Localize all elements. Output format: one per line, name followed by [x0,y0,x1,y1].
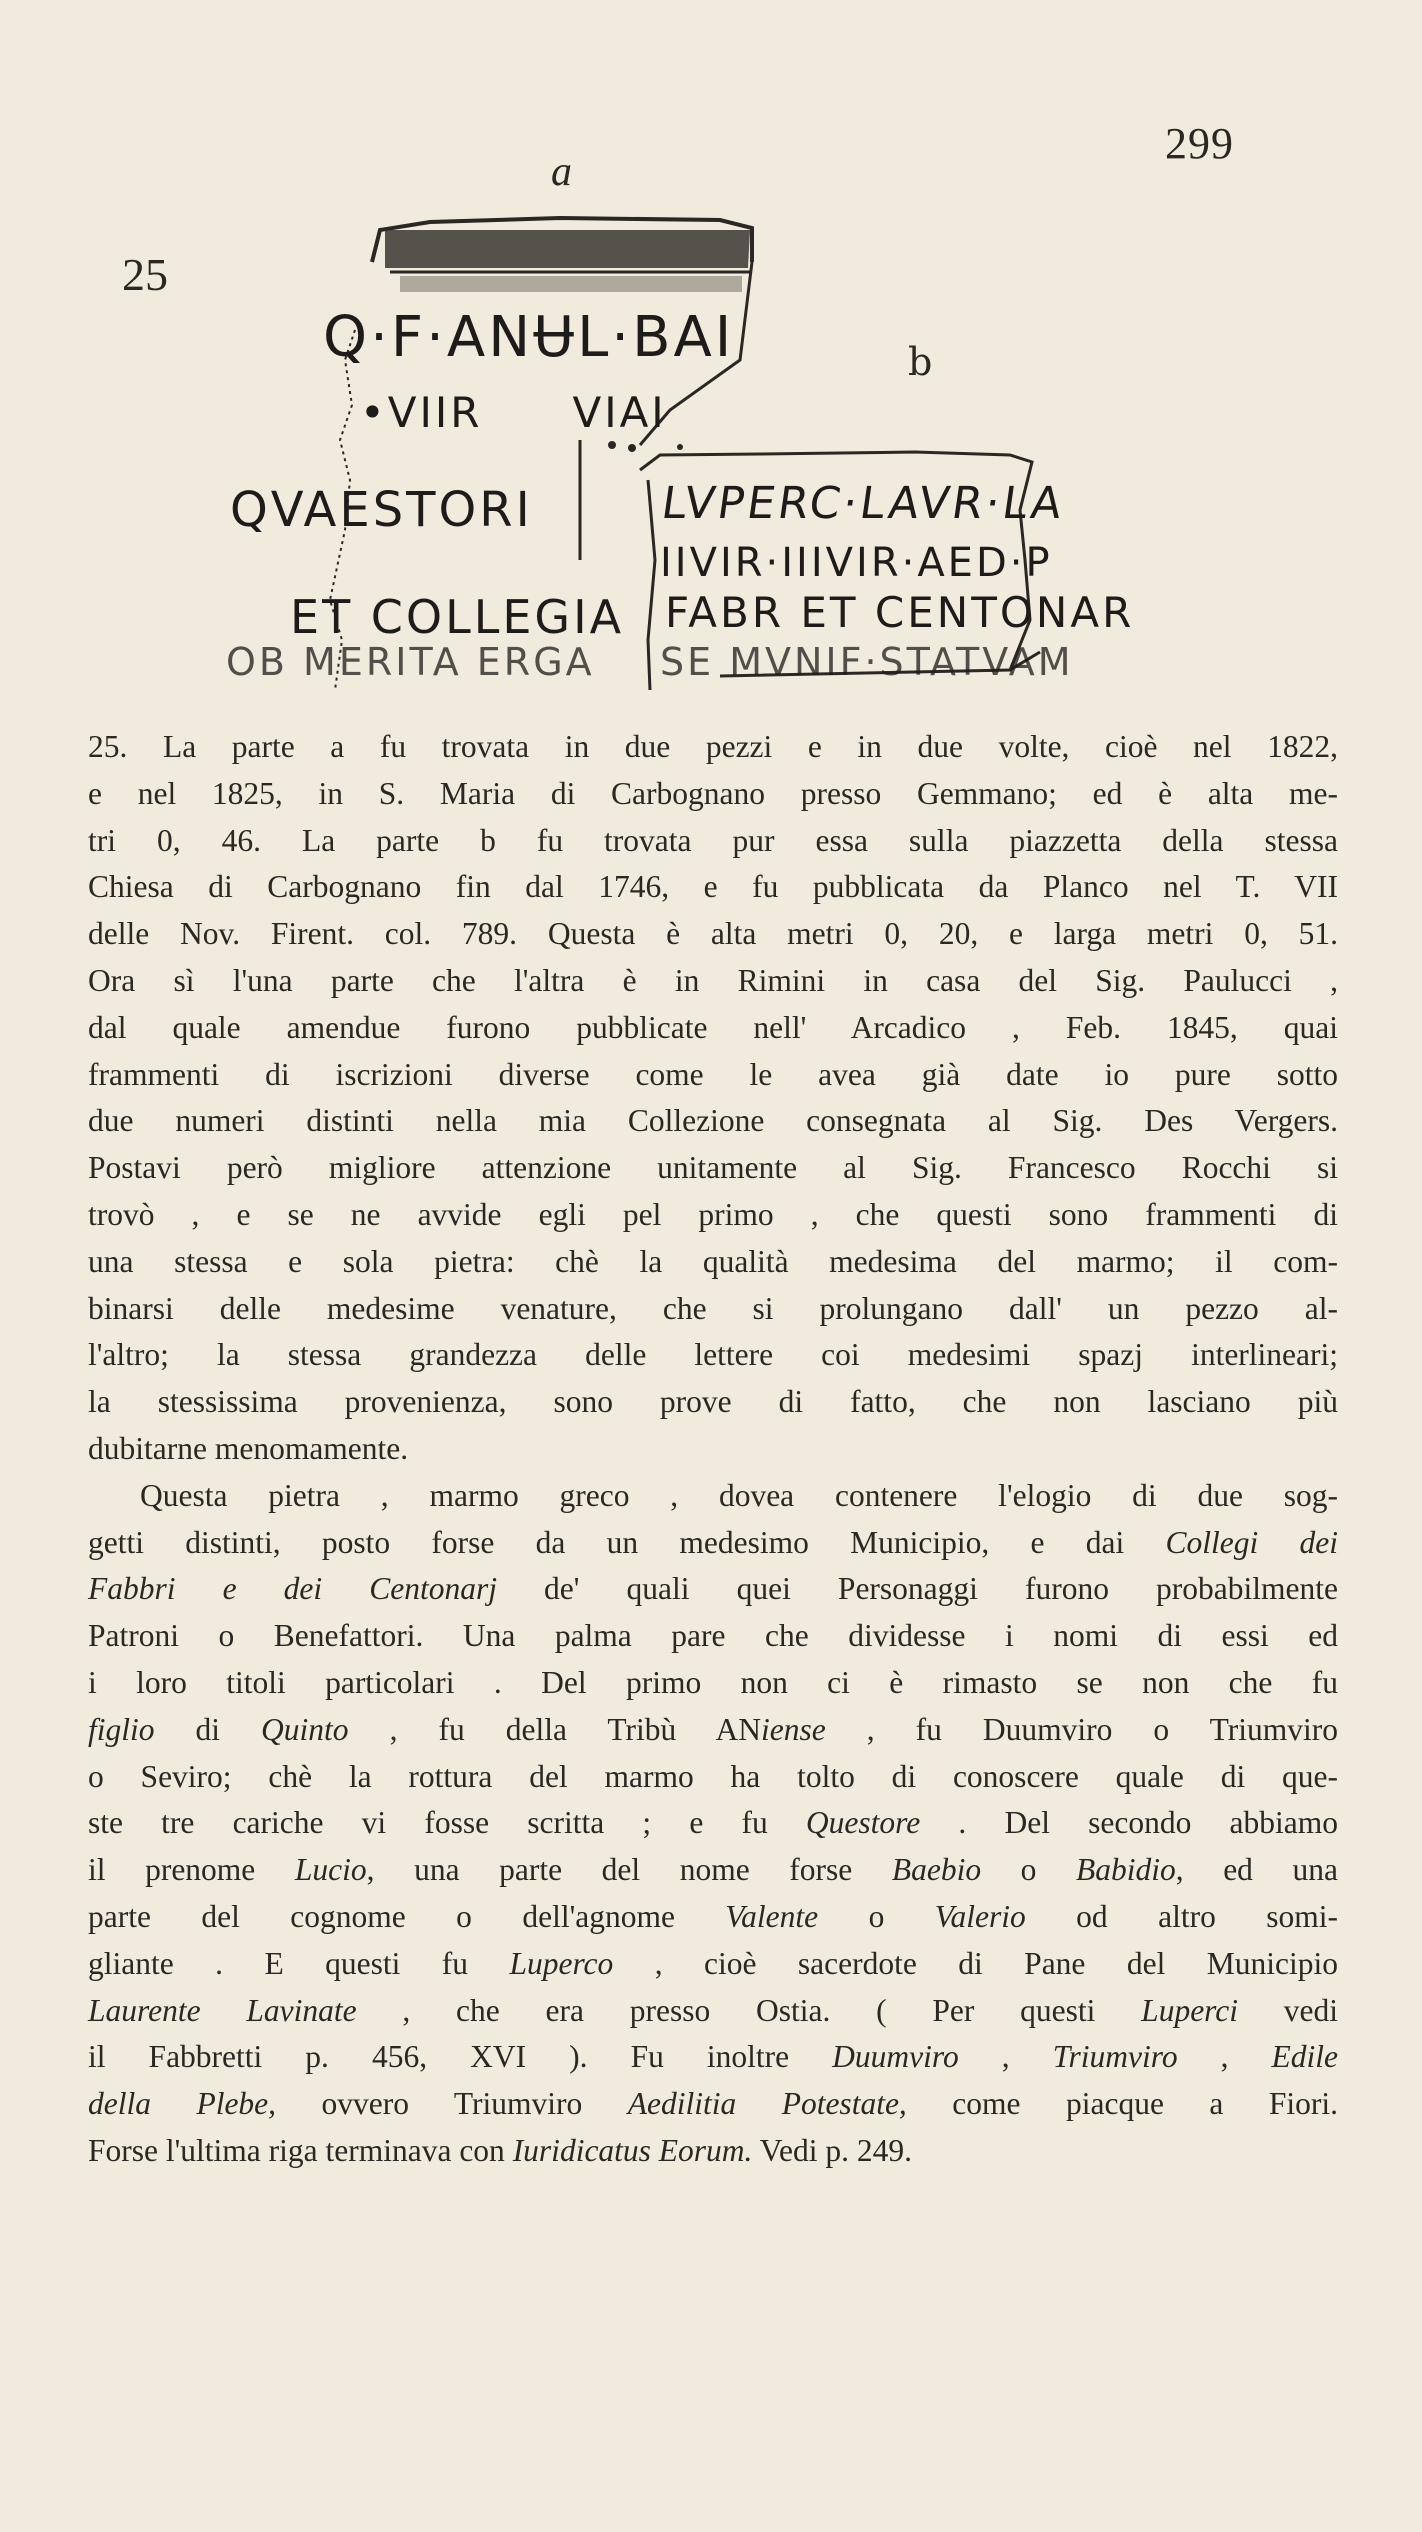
text-line: delle Nov. Firent. col. 789. Questa è alta metri 0, 20, e larga metri 0, 51. [88,916,1338,952]
text-line: figlio di Quinto , fu della Tribù ANiense , fu Duumviro o Triumviro [88,1711,1338,1747]
italic-term: Laurente Lavinate [88,1992,357,2028]
text-line: Patroni o Benefattori. Una palma pare che dividesse i nomi di essi ed [88,1618,1338,1654]
text-line: la stessissima provenienza, sono prove di fatto, che non lasciano più [88,1384,1338,1420]
inscription-line-6a: OB MERITA ERGA [226,640,595,684]
text-line: Forse l'ultima riga terminava con Iuridicatus Eorum. Vedi p. 249. [88,2132,912,2168]
text-line: Ora sì l'una parte che l'altra è in Rimini in casa del Sig. Paulucci , [88,962,1338,998]
italic-term: Lucio [294,1852,367,1888]
text-line: Fabbri e dei Centonarj de' quali quei Personaggi furono probabilmente [88,1571,1338,1607]
text-line: ste tre cariche vi fosse scritta ; e fu Questore . Del secondo abbiamo [88,1805,1338,1841]
text-line: una stessa e sola pietra: chè la qualità medesima del marmo; il com- [88,1243,1338,1279]
italic-term: Valerio [934,1898,1026,1934]
inscription-line-3a: QVAESTORI [230,482,533,538]
italic-term: Babidio [1076,1852,1176,1888]
text-line: 25. La parte a fu trovata in due pezzi e in due volte, cioè nel 1822, [88,729,1338,764]
text-line: Postavi però migliore attenzione unitamente al Sig. Francesco Rocchi si [88,1150,1338,1186]
inscription-line-2: •VIIR VIAI [360,388,667,437]
text-line: i loro titoli particolari . Del primo non ci è rimasto se non che fu [88,1664,1338,1700]
inscription-number: 25 [122,249,168,300]
italic-term: Valente [725,1898,819,1934]
text-line: Questa pietra , marmo greco , dovea contenere l'elogio di due sog- [140,1477,1338,1513]
text-line: Laurente Lavinate , che era presso Ostia. ( Per questi Luperci vedi [88,1992,1339,2028]
inscription-line-4b: IIVIR·IIIVIR·AED·P [660,540,1053,586]
paragraph-2 [88,1473,1338,2175]
italic-term: Luperco [509,1945,614,1981]
text-line: gliante . E questi fu Luperco , cioè sacerdote di Pane del Municipio [88,1945,1338,1981]
text-line: parte del cognome o dell'agnome Valente o Valerio od altro somi- [88,1898,1339,1934]
italic-term: Iuridicatus Eorum. [512,2132,753,2168]
page-number: 299 [1165,119,1234,168]
italic-term: Triumviro [1052,2039,1178,2075]
italic-term: Fabbri e dei Centonarj [88,1571,497,1607]
text-line: dal quale amendue furono pubblicate nell' Arcadico , Feb. 1845, quai [88,1009,1338,1045]
italic-term: della Plebe, [88,2086,277,2122]
italic-term: iense [761,1711,826,1747]
italic-term: Edile [1271,2039,1339,2075]
text-line: e nel 1825, in S. Maria di Carbognano presso Gemmano; ed è alta me- [88,775,1338,811]
italic-term: Luperci [1141,1992,1238,2028]
text-line: due numeri distinti nella mia Collezione consegnata al Sig. Des Vergers. [88,1103,1338,1139]
italic-term: Duumviro [832,2039,959,2075]
text-line: frammenti di iscrizioni diverse come le avea già date io pure sotto [88,1056,1338,1092]
inscription-line-5a: ET COLLEGIA [290,590,625,644]
inscription-line-6b: SE MVNIF·STATVAM [660,640,1074,684]
italic-term: figlio [88,1711,155,1747]
italic-term: Quinto [261,1711,349,1747]
paragraph-1 [88,724,1338,1473]
italic-term: Collegi dei [1165,1524,1338,1560]
italic-term: Baebio [891,1852,982,1888]
italic-term: Aedilitia Potestate, [627,2086,907,2122]
text-line: o Seviro; chè la rottura del marmo ha tolto di conoscere quale di que- [88,1758,1338,1794]
text-line: dubitarne menomamente. [88,1430,409,1466]
inscription-drawing [0,0,1422,740]
text-line: trovò , e se ne avvide egli pel primo , che questi sono frammenti di [88,1196,1338,1232]
commentary-text [88,724,1338,2175]
text-line: Chiesa di Carbognano fin dal 1746, e fu pubblicata da Planco nel T. VII [88,869,1338,905]
text-line: tri 0, 46. La parte b fu trovata pur essa sulla piazzetta della stessa [88,822,1338,858]
fragment-label-a: a [551,149,572,195]
text-line: della Plebe, ovvero Triumviro Aedilitia Potestate, come piacque a Fiori. [88,2086,1338,2122]
fragment-label-b: b [908,340,933,384]
text-line: l'altro; la stessa grandezza delle lettere coi medesimi spazj interlineari; [88,1337,1338,1373]
inscription-line-3b: LVPERC·LAVR·LA [658,478,1068,529]
text-line: getti distinti, posto forse da un medesimo Municipio, e dai Collegi dei [88,1524,1338,1560]
text-line: binarsi delle medesime venature, che si prolungano dall' un pezzo al- [88,1290,1338,1326]
italic-term: Questore [805,1805,921,1841]
text-line: il prenome Lucio, una parte del nome forse Baebio o Babidio, ed una [88,1852,1338,1888]
text-line: il Fabbretti p. 456, XVI ). Fu inoltre Duumviro , Triumviro , Edile [88,2039,1339,2075]
frieze-decoration [385,230,752,292]
inscription-line-5b: FABR ET CENTONAR [665,588,1135,637]
inscription-line-1: Q·F·ANɄL·BAI [323,305,735,370]
